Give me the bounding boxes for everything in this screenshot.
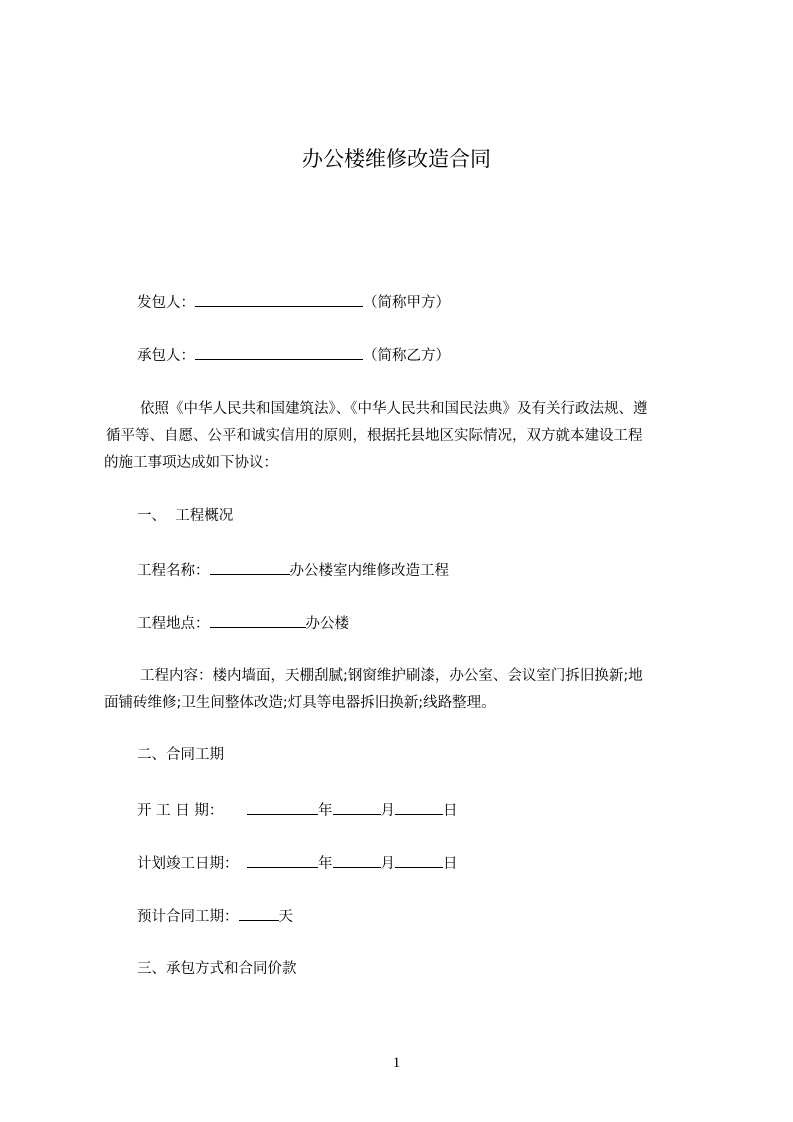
project-name-line <box>137 559 449 581</box>
page-number: 1 <box>392 1055 401 1071</box>
duration-label: 预计合同工期： <box>137 909 239 925</box>
document-title: 办公楼维修改造合同 <box>302 147 491 171</box>
start-month-blank[interactable] <box>333 799 381 815</box>
month-label: 月 <box>380 856 395 872</box>
project-location-value: 办公楼 <box>305 616 349 632</box>
preamble-line: 循平等、自愿、公平和诚实信用的原则，根据托县地区实际情况，双方就本建设工程 <box>106 428 643 444</box>
project-name-label: 工程名称： <box>137 563 210 579</box>
project-content-line: 面铺砖维修;卫生间整体改造;灯具等电器拆旧换新;线路整理。 <box>104 695 496 711</box>
project-location-label: 工程地点： <box>137 616 210 632</box>
project-name-value: 办公楼室内维修改造工程 <box>289 563 449 579</box>
preamble-line: 的施工事项达成如下协议： <box>104 455 278 471</box>
day-label: 日 <box>443 803 458 819</box>
start-date-line <box>137 799 458 821</box>
project-location-blank[interactable] <box>210 612 306 628</box>
employer-blank[interactable] <box>195 291 363 307</box>
contractor-suffix: （简称乙方） <box>363 348 450 364</box>
end-date-line <box>137 852 458 874</box>
day-label: 日 <box>443 856 458 872</box>
duration-unit: 天 <box>278 909 293 925</box>
employer-suffix: （简称甲方） <box>363 295 450 311</box>
section-heading: 三、承包方式和合同价款 <box>137 961 297 977</box>
year-label: 年 <box>318 856 333 872</box>
section-heading: 一、 工程概况 <box>137 508 234 524</box>
start-day-blank[interactable] <box>395 799 443 815</box>
year-label: 年 <box>318 803 333 819</box>
project-content-line: 工程内容：楼内墙面，天棚刮腻;钢窗维护刷漆，办公室、会议室门拆旧换新;地 <box>140 668 643 684</box>
section-heading: 二、合同工期 <box>137 747 224 763</box>
start-year-blank[interactable] <box>247 799 318 815</box>
employer-line <box>137 291 450 313</box>
contractor-label: 承包人： <box>137 348 195 364</box>
end-day-blank[interactable] <box>395 852 443 868</box>
duration-line <box>137 905 293 927</box>
duration-blank[interactable] <box>239 905 279 921</box>
end-date-label: 计划竣工日期： <box>137 856 239 872</box>
end-year-blank[interactable] <box>247 852 318 868</box>
contractor-line <box>137 344 450 366</box>
contractor-blank[interactable] <box>195 344 363 360</box>
start-date-label: 开 工 日 期： <box>137 803 224 819</box>
project-name-blank[interactable] <box>210 559 290 575</box>
end-month-blank[interactable] <box>333 852 381 868</box>
preamble-line: 依照《中华人民共和国建筑法》、《中华人民共和国民法典》及有关行政法规、遵 <box>140 401 648 417</box>
employer-label: 发包人： <box>137 295 195 311</box>
project-location-line <box>137 612 349 634</box>
month-label: 月 <box>380 803 395 819</box>
